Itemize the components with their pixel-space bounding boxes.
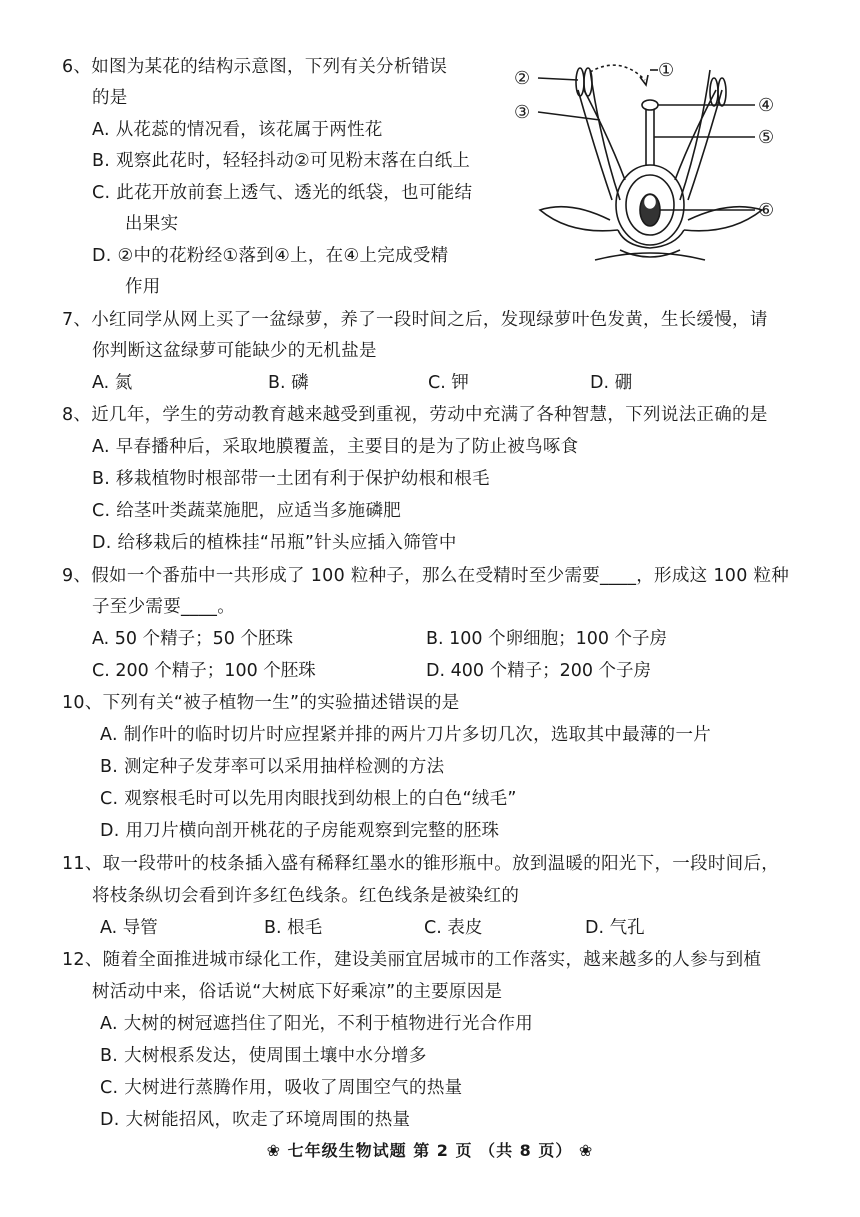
q9-option-b: B. 100 个卵细胞；100 个子房 bbox=[426, 629, 668, 649]
q8-option-c: C. 给茎叶类蔬菜施肥，应适当多施磷肥 bbox=[92, 501, 402, 521]
q11-stem-line2: 将枝条纵切会看到许多红色线条。红色线条是被染红的 bbox=[92, 886, 520, 906]
q9-stem-line2: 子至少需要____。 bbox=[92, 597, 235, 617]
figure-label-4: ④ bbox=[758, 95, 775, 116]
flower-structure-diagram bbox=[500, 50, 800, 275]
q6-option-a: A. 从花蕊的情况看，该花属于两性花 bbox=[92, 120, 383, 140]
q10-stem: 10、下列有关“被子植物一生”的实验描述错误的是 bbox=[62, 693, 460, 713]
q7-option-d: D. 硼 bbox=[590, 373, 633, 393]
q10-option-c: C. 观察根毛时可以先用肉眼找到幼根上的白色“绒毛” bbox=[100, 789, 517, 809]
q9-option-d: D. 400 个精子；200 个子房 bbox=[426, 661, 652, 681]
q9-choices-row2 bbox=[0, 659, 860, 683]
q7-option-c: C. 钾 bbox=[428, 373, 469, 393]
q12-stem-line2: 树活动中来，俗话说“大树底下好乘凉”的主要原因是 bbox=[92, 982, 503, 1002]
figure-label-3: ③ bbox=[514, 102, 531, 123]
figure-label-5: ⑤ bbox=[758, 127, 775, 148]
q6-option-d-line1: D. ②中的花粉经①落到④上，在④上完成受精 bbox=[92, 246, 449, 266]
q8-option-a: A. 早春播种后，采取地膜覆盖，主要目的是为了防止被鸟啄食 bbox=[92, 437, 579, 457]
q7-choices bbox=[0, 371, 860, 395]
q7-option-b: B. 磷 bbox=[268, 373, 309, 393]
q11-option-c: C. 表皮 bbox=[424, 918, 483, 938]
q12-stem-line1: 12、随着全面推进城市绿化工作，建设美丽宜居城市的工作落实，越来越多的人参与到植 bbox=[62, 950, 762, 970]
figure-label-6: ⑥ bbox=[758, 200, 775, 221]
q6-stem-line2: 的是 bbox=[92, 88, 128, 108]
q11-option-b: B. 根毛 bbox=[264, 918, 323, 938]
q8-stem: 8、近几年，学生的劳动教育越来越受到重视，劳动中充满了各种智慧，下列说法正确的是 bbox=[62, 405, 768, 425]
q12-option-b: B. 大树根系发达，使周围土壤中水分增多 bbox=[100, 1046, 427, 1066]
q12-option-d: D. 大树能招风，吹走了环境周围的热量 bbox=[100, 1110, 411, 1130]
q10-option-b: B. 测定种子发芽率可以采用抽样检测的方法 bbox=[100, 757, 445, 777]
q11-choices bbox=[0, 916, 860, 940]
q11-option-d: D. 气孔 bbox=[585, 918, 645, 938]
q9-stem-line1: 9、假如一个番茄中一共形成了 100 粒种子，那么在受精时至少需要____，形成这 100 粒种 bbox=[62, 566, 790, 586]
q9-choices-row1 bbox=[0, 627, 860, 651]
q12-option-a: A. 大树的树冠遮挡住了阳光，不利于植物进行光合作用 bbox=[100, 1014, 534, 1034]
q12-option-c: C. 大树进行蒸腾作用，吸收了周围空气的热量 bbox=[100, 1078, 463, 1098]
q7-stem-line1: 7、小红同学从网上买了一盆绿萝，养了一段时间之后，发现绿萝叶色发黄，生长缓慢，请 bbox=[62, 310, 768, 330]
q9-option-a: A. 50 个精子；50 个胚珠 bbox=[92, 629, 293, 649]
q7-option-a: A. 氮 bbox=[92, 373, 133, 393]
page-footer: ❀ 七年级生物试题 第 2 页 （共 8 页） ❀ bbox=[266, 1141, 594, 1160]
q9-option-c: C. 200 个精子；100 个胚珠 bbox=[92, 661, 316, 681]
q6-option-c-line2: 出果实 bbox=[125, 214, 179, 234]
q6-option-c-line1: C. 此花开放前套上透气、透光的纸袋，也可能结 bbox=[92, 183, 473, 203]
q8-option-b: B. 移栽植物时根部带一土团有利于保护幼根和根毛 bbox=[92, 469, 490, 489]
q6-option-b: B. 观察此花时，轻轻抖动②可见粉末落在白纸上 bbox=[92, 151, 471, 171]
q10-option-d: D. 用刀片横向剖开桃花的子房能观察到完整的胚珠 bbox=[100, 821, 500, 841]
q7-stem-line2: 你判断这盆绿萝可能缺少的无机盐是 bbox=[92, 341, 377, 361]
q6-stem-line1: 6、如图为某花的结构示意图，下列有关分析错误 bbox=[62, 57, 448, 77]
q8-option-d: D. 给移栽后的植株挂“吊瓶”针头应插入筛管中 bbox=[92, 533, 457, 553]
q11-option-a: A. 导管 bbox=[100, 918, 158, 938]
figure-label-2: ② bbox=[514, 68, 531, 89]
q11-stem-line1: 11、取一段带叶的枝条插入盛有稀释红墨水的锥形瓶中。放到温暖的阳光下，一段时间后， bbox=[62, 854, 780, 874]
q10-option-a: A. 制作叶的临时切片时应捏紧并排的两片刀片多切几次，选取其中最薄的一片 bbox=[100, 725, 712, 745]
q6-option-d-line2: 作用 bbox=[125, 277, 161, 297]
figure-label-1: ① bbox=[658, 60, 675, 81]
